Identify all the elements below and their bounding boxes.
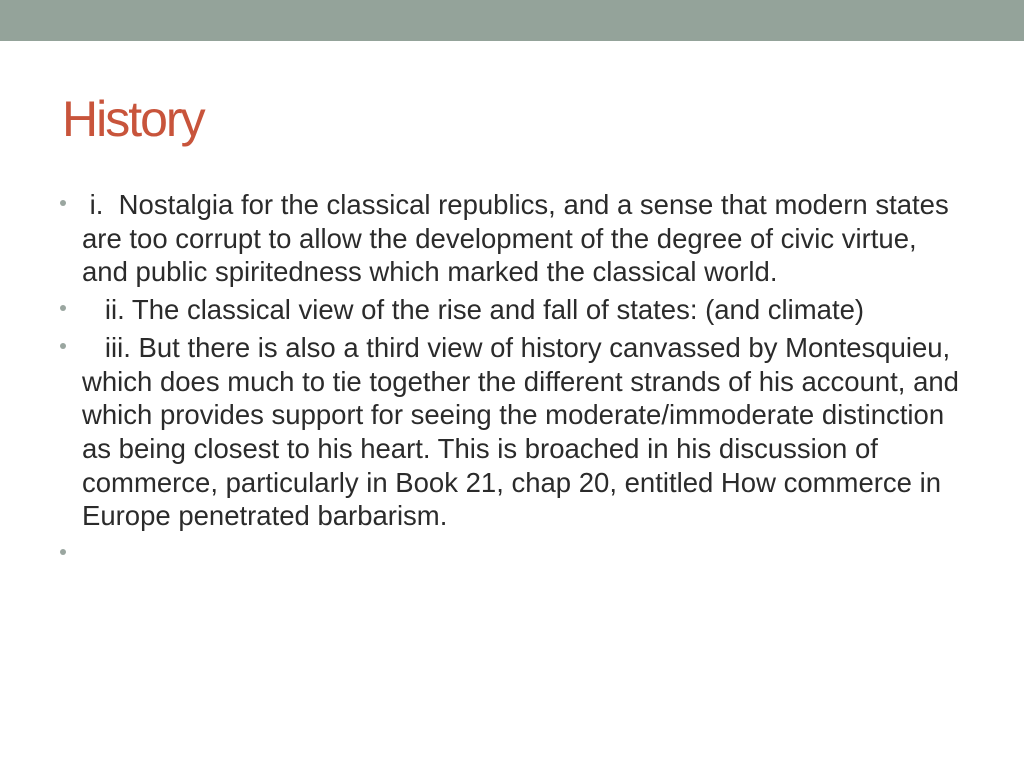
bullet-text: ii. The classical view of the rise and fall of states: (and climate) <box>82 294 865 326</box>
bullet-dot-icon <box>60 305 66 311</box>
bullet-item-empty <box>60 537 970 571</box>
bullet-dot-icon <box>60 549 66 555</box>
bullet-item <box>60 293 970 327</box>
accent-band <box>0 0 1024 41</box>
bullet-dot-icon <box>60 343 66 349</box>
slide-title: History <box>62 91 204 147</box>
bullet-text: i. Nostalgia for the classical republics, and a sense that modern states are too corrupt to allow the development of the degree of civic virtue, and public spiritedness which marked the classical world. <box>82 189 957 288</box>
bullet-item <box>60 188 970 289</box>
bullet-list <box>60 188 970 575</box>
bullet-text: iii. But there is also a third view of history canvassed by Montesquieu, which does much to tie together the different strands of his account, and which provides support for seeing the moderate/immoderate distinction as being closest to his heart. This is broached in his discussion of commerce, particularly in Book 21, chap 20, entitled How commerce in Europe penetrated barbarism. <box>82 331 967 532</box>
bullet-item <box>60 331 970 533</box>
bullet-dot-icon <box>60 200 66 206</box>
